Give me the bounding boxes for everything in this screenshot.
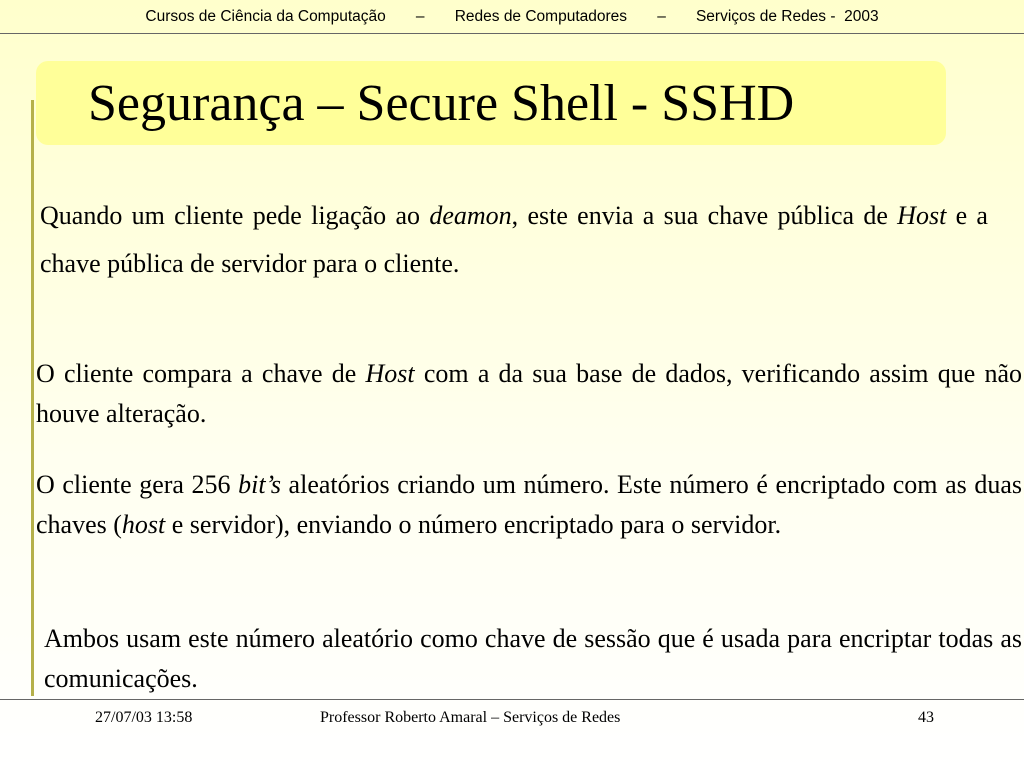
paragraph-3: O cliente gera 256 bit’s aleatórios criando um número. Este número é encriptado com as duas chaves (host e servidor), enviando o número encriptado para o servidor. — [36, 470, 1022, 539]
header-course: Cursos de Ciência da Computação — [145, 8, 386, 25]
header-subject: Redes de Computadores — [454, 8, 628, 25]
footer-author: Professor Roberto Amaral – Serviços de Redes — [320, 709, 621, 726]
header-topic: Serviços de Redes - 2003 — [695, 8, 879, 25]
left-accent-bar — [31, 100, 34, 696]
paragraph-1: Quando um cliente pede ligação ao deamon, este envia a sua chave pública de Host e a chave pública de servidor para o cliente. — [40, 201, 988, 278]
slide-header — [0, 0, 1024, 34]
header-divider — [0, 33, 1024, 34]
paragraph-2: O cliente compara a chave de Host com a da sua base de dados, verificando assim que não houve alteração. — [36, 359, 1022, 428]
slide-title: Segurança – Secure Shell - SSHD — [88, 75, 795, 132]
footer-date: 27/07/03 13:58 — [95, 709, 193, 726]
header-separator: – — [415, 8, 425, 25]
page-number: 43 — [918, 709, 934, 726]
footer-divider — [0, 699, 1024, 700]
paragraph-4: Ambos usam este número aleatório como chave de sessão que é usada para encriptar todas as comunicações. — [44, 624, 1022, 693]
header-separator: – — [657, 8, 666, 25]
